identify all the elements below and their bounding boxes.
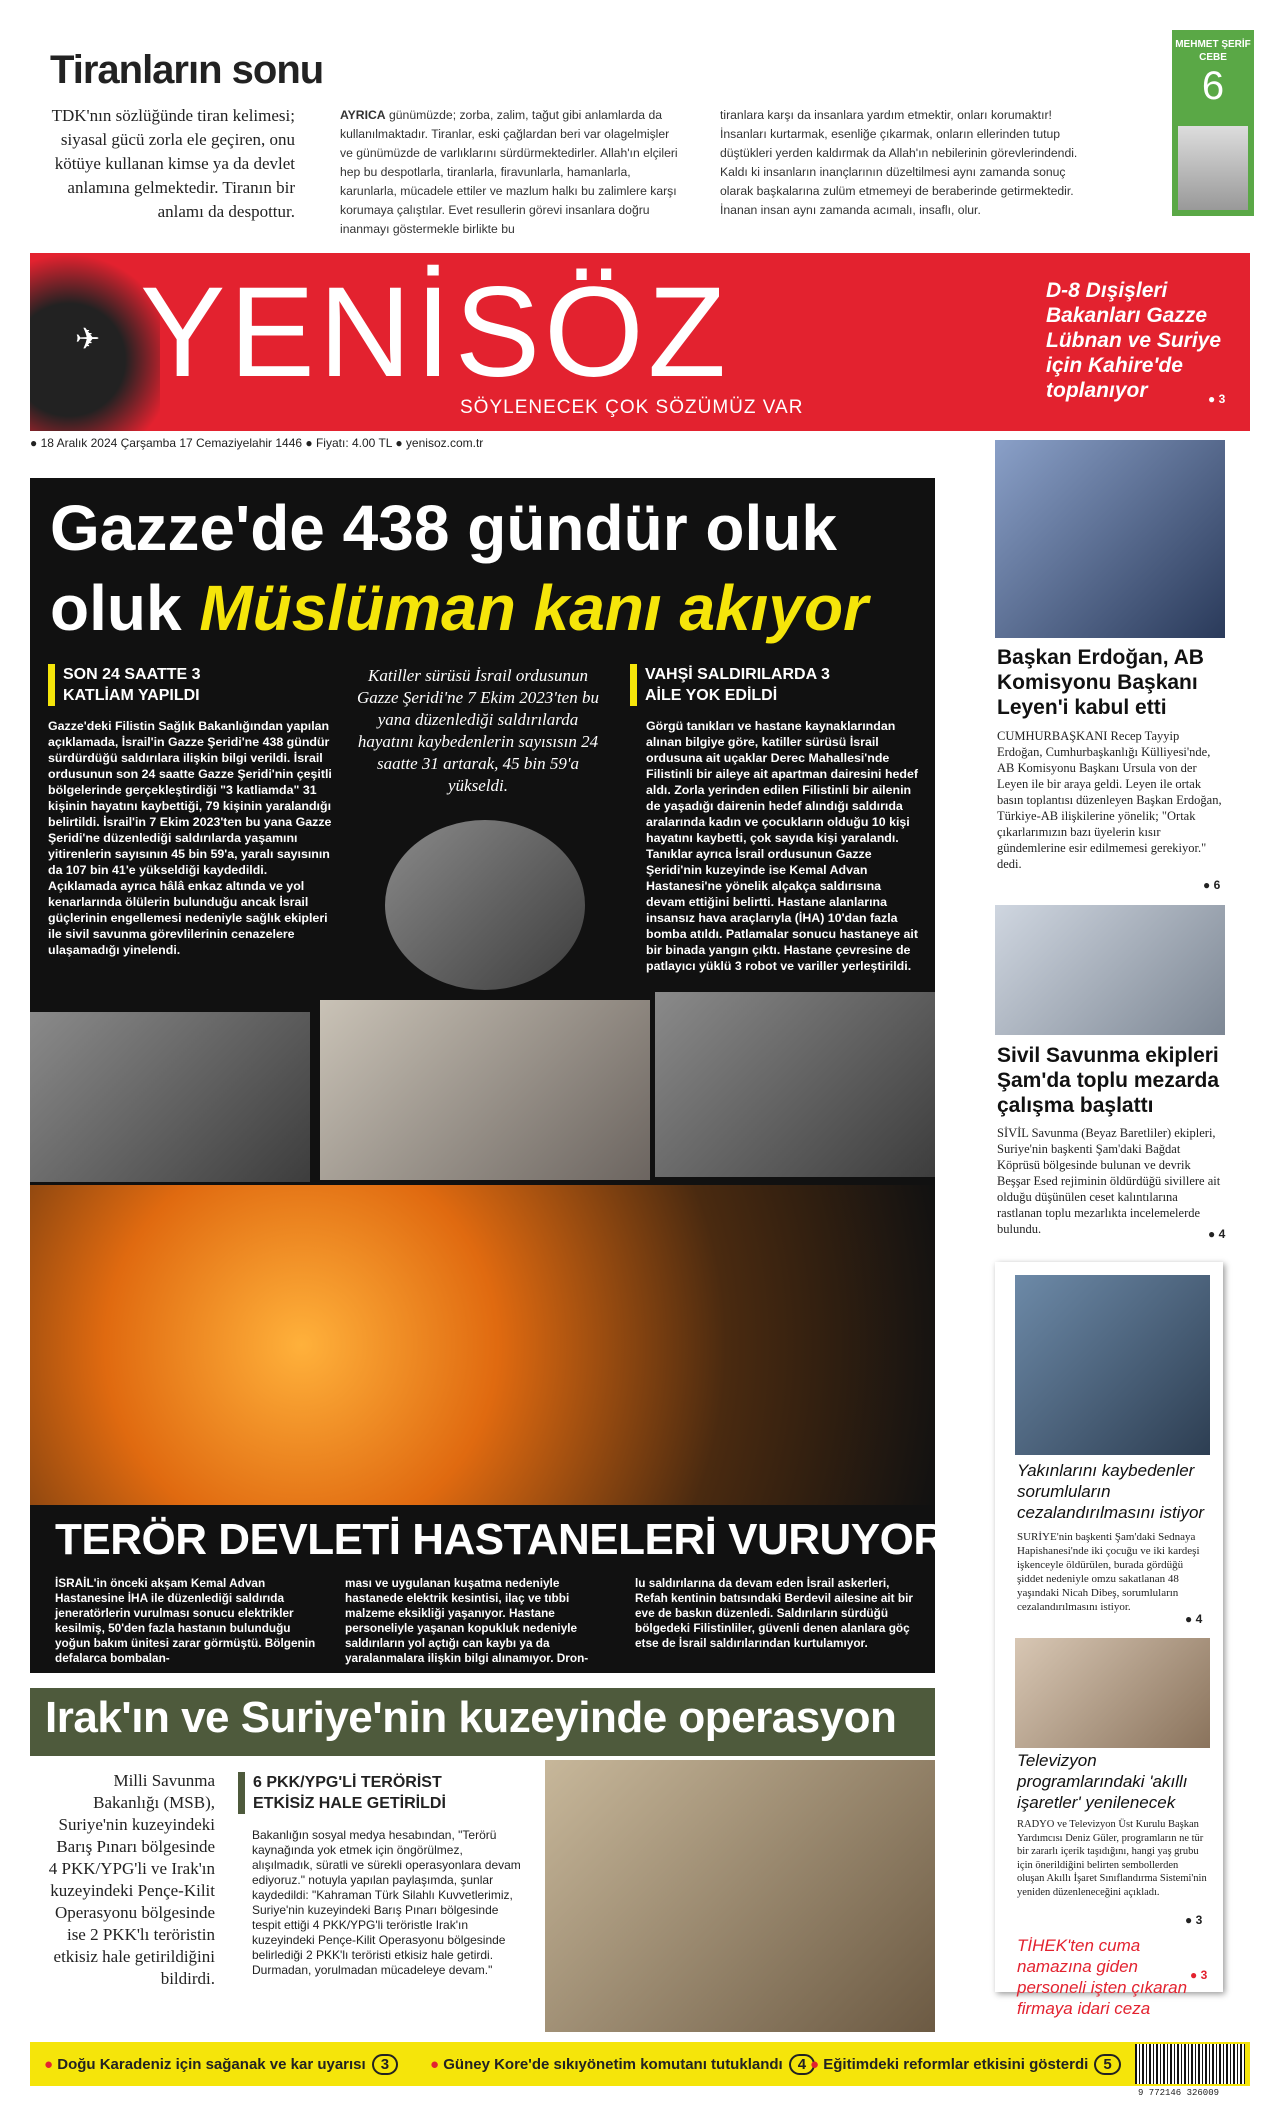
operation-subheading: 6 PKK/YPG'Lİ TERÖRİST ETKİSİZ HALE GETİRİLDİ [238,1772,483,1814]
ticker-bullet-icon: ● [430,2056,440,2073]
right-subheading: VAHŞİ SALDIRILARDA 3 AİLE YOK EDİLDİ [630,664,865,706]
dateline: ● 18 Aralık 2024 Çarşamba 17 Cemaziyelahir 1446 ● Fiyatı: 4.00 TL ● yenisoz.com.tr [30,436,484,450]
story3-page: ● 4 [1185,1612,1203,1626]
ticker-bullet-icon: ● [44,2056,54,2073]
ticker-item-2[interactable] [430,2054,815,2075]
erdogan-leyen-photo [995,440,1225,638]
tv-photo [1015,1638,1210,1748]
hospital-photo [320,1000,650,1180]
bottom-col-2: ması ve uygulanan kuşatma nedeniyle hastanede elektrik kesintisi, ilaç ve tıbbi malzeme eksikliği yaşanıyor. Hastane personeliyle yaşanan kopukluk nedeniyle saldırıların yol açtığı can kaybı ya da yaralanmalara ilişkin bilgi alınamıyor. Dron- [345,1576,589,1665]
right-story-text: Görgü tanıkları ve hastane kaynaklarından alınan bilgiye göre, katiller sürüsü İsrail ordusuna ait uçaklar Derec Mahallesi'nde Filistinli bir aileye ait apartman dairesini hedef aldı. Zorla yerinden edilen Filistinli bir ailenin de yaşadığı dairenin hedef alındığı saldırıda aralarında kadın ve çocukların olduğu 10 kişi hayatını kaybetti, çok sayıda kişi yaralandı. Tanıklar ayrıca İsrail ordusunun Gazze Şeridi'nin kuzeyinde ise Kemal Advan Hastanesi'ne yönelik alçakça saldırısına devam ettiğini belirtti. Hastane alanlarına insansız hava araçlarıyla (İHA) 10'dan fazla bomba atıldı. Patlamalar sonucu hastaneye ait bir binada yangın çıktı. Hastane çevresine de patlayıcı yüklü 3 robot ve variller yerleştirildi. [646,719,918,973]
rubble-photo [30,1012,310,1182]
bird-icon: ✈ [75,323,101,356]
story3-headline[interactable]: Yakınlarını kaybedenler sorumluların cezalandırılmasını istiyor [1017,1461,1205,1522]
main-headline-line2a: oluk [50,572,200,644]
story5-page: ● 3 [1190,1968,1208,1982]
newspaper-logo[interactable]: YENİSÖZ [140,261,730,404]
pull-quote: Katiller sürüsü İsrail ordusunun Gazze Şeridi'ne 7 Ekim 2023'ten bu yana düzenlediği saldırılarda hayatını kaybedenlerin sayısısın 24 saatte 31 artarak, 45 bin 59'a yükseldi. [357,666,599,795]
main-headline-line2 [50,568,868,648]
bottom-col-1: İSRAİL'in önceki akşam Kemal Advan Hastanesine İHA ile düzenlediği saldırıda jeneratörlerin vurulması sonucu elektrikler kesilmiş, 50'den fazla hastanın bulunduğu yoğun bakım ünitesi zarar görmüştü. Bölgenin defalarca bombalan- [55,1576,316,1665]
column-title: Tiranların sonu [50,48,324,92]
story2-text: SİVİL Savunma (Beyaz Baretliler) ekipleri, Suriye'nin başkenti Şam'daki Bağdat Köprüsü bölgesinde bulunan ve devrik Beşşar Esed rejiminin öldürdüğü sivillere ait olduğu düşünülen ceset kalıntılarına rastlanan toplu mezarlıkta incelemelerde bulundu. [997,1126,1221,1236]
story5-headline[interactable]: TİHEK'ten cuma namazına giden personeli işten çıkaran firmaya idari ceza [1017,1936,1188,2018]
operation-headline[interactable]: Irak'ın ve Suriye'nin kuzeyinde operasyon [45,1693,897,1742]
story1-text: CUMHURBAŞKANI Recep Tayyip Erdoğan, Cumhurbaşkanlığı Külliyesi'nde, AB Komisyonu Başkanı Ursula von der Leyen ile bir araya geldi. Leyen ile ortak basın toplantısı düzenleyen Başkan Erdoğan, Türkiye-AB ilişkilerine yönelik; "Ortak çıkarlarımızın bazı üyelerin kısır gündemlerine esir edilmemesi gerekiyor." dedi. [997,729,1222,871]
column-text-bold: AYRICA [340,108,386,122]
author-photo [1178,126,1248,210]
story1-page: ● 6 [1203,878,1221,892]
author-page: 6 [1201,64,1225,108]
left-subheading: SON 24 SAATTE 3 KATLİAM YAPILDI [48,664,263,706]
story1-headline[interactable]: Başkan Erdoğan, AB Komisyonu Başkanı Leyen'i kabul etti [997,646,1204,719]
ticker-page: 5 [1094,2054,1120,2075]
barcode-number: 9 772146 326009 [1138,2088,1220,2098]
mourning-woman-photo [1015,1275,1210,1455]
story2-page: ● 4 [1208,1227,1226,1241]
author-name: MEHMET ŞERİF CEBE [1175,39,1251,63]
news-ticker [30,2042,1250,2086]
column-text-middle [340,106,685,239]
soldier-photo [545,1760,935,2032]
mourners-photo [655,992,935,1177]
masthead-side-page: ● 3 [1208,392,1226,406]
column-text-right: tiranlara karşı da insanlara yardım etmektir, onları korumaktır! İnsanları kurtarmak, esenliğe çıkarmak, onların ellerinden tutup düştükleri yerden kaldırmak da Allah'ın nebilerinin görevlerindendi. Kaldı ki insanların inançlarının düzeltilmesi aynı zamanda sonuç olarak başkalarına zulüm etmemeyi de beraberinde getirmektedir. İnanan insan aynı zamanda acımalı, insaflı, olur. [720,108,1078,217]
bottom-headline[interactable]: TERÖR DEVLETİ HASTANELERİ VURUYOR [55,1515,945,1564]
operation-text: Bakanlığın sosyal medya hesabından, "Terörü kaynağında yok etmek için öngörülmez, alışılmadık, süratli ve sürekli operasyonlara devam ediyoruz." notuyla yapılan paylaşımda, şunlar kaydedildi: "Kahraman Türk Silahlı Kuvvetlerimiz, Suriye'nin kuzeyindeki Barış Pınarı bölgesinde tespit ettiği 4 PKK/YPG'li teröristle Irak'ın kuzeyindeki Pençe-Kilit Operasyonu bölgesinde belirlediği 2 PKK'lı teröristi etkisiz hale getirdi. Durmadan, yorulmadan mücadeleye devam." [252,1828,521,1977]
main-headline-highlight: Müslüman kanı akıyor [199,572,868,644]
ticker-text: Güney Kore'de sıkıyönetim komutanı tutuklandı [443,2056,783,2073]
story4-page: ● 3 [1185,1913,1203,1927]
masthead-side-headline[interactable]: D-8 Dışişleri Bakanları Gazze Lübnan ve Suriye için Kahire'de toplanıyor [1046,279,1222,402]
story2-headline[interactable]: Sivil Savunma ekipleri Şam'da toplu mezarda çalışma başlattı [997,1044,1220,1117]
author-box [1172,30,1254,216]
ticker-item-1[interactable] [44,2054,398,2075]
ticker-page: 4 [789,2054,815,2075]
ticker-bullet-icon: ● [810,2056,820,2073]
main-headline-line1: Gazze'de 438 gündür oluk [50,492,837,564]
bottom-col-3: lu saldırılarına da devam eden İsrail askerleri, Refah kentinin batısındaki Berdevil ailesine ait bir eve de baskın düzenledi. Saldırıların sürdüğü bölgedeki Filistinliler, güvenli denen alanlara göç etse de İsrail saldırılarından kurtulamıyor. [635,1576,913,1650]
quote-photo-oval [385,820,585,990]
ticker-item-3[interactable] [810,2054,1121,2075]
main-headline[interactable] [50,488,868,648]
left-story-text: Gazze'deki Filistin Sağlık Bakanlığından yapılan açıklamada, İsrail'in Gazze Şeridi'ne 438 gündür sürdürdüğü saldırılara ilişkin bilgi verildi. İsrail ordusunun son 24 saatte Gazze Şeridi'nin çeşitli bölgelerinde gerçekleştirdiği "3 katliamda" 31 kişinin hayatını kaybettiği, 79 kişinin yaralandığı belirtildi. İsrail'in 7 Ekim 2023'ten bu yana Gazze Şeridi'ne düzenlediği saldırılarda yaşamını yitirenlerin sayısının 45 bin 59'a, yaralı sayısının da 107 bin 41'e yükseldiği kaydedildi. Açıklamada ayrıca hâlâ enkaz altında ve yol kenarlarında ölülerin bulunduğu ancak İsrail güçlerinin engellemesi nedeniyle sağlık ekipleri ile sivil savunma görevlilerinin cenazelere ulaşamadığı yinelendi. [48,719,332,957]
slogan: SÖYLENECEK ÇOK SÖZÜMÜZ VAR [460,397,804,418]
ticker-text: Doğu Karadeniz için sağanak ve kar uyarısı [57,2056,366,2073]
ticker-text: Eğitimdeki reformlar etkisini gösterdi [823,2056,1089,2073]
column-lead: TDK'nın sözlüğünde tiran kelimesi; siyasal gücü zorla ele geçiren, onu kötüye kullanan kimse ya da devlet anlamına gelmektedir. Tiranın bir anlamı da despottur. [51,106,295,221]
operation-lead: Milli Savunma Bakanlığı (MSB), Suriye'nin kuzeyindeki Barış Pınarı bölgesinde 4 PKK/YPG'li ve Irak'ın kuzeyindeki Pençe-Kilit Operasyonu bölgesinde ise 2 PKK'lı teröristin etkisiz hale getirildiğini bildirdi. [48,1771,215,1988]
fire-photo [30,1185,935,1505]
story4-headline[interactable]: Televizyon programlarındaki 'akıllı işaretler' yenilenecek [1017,1751,1188,1812]
column-text-middle-body: günümüzde; zorba, zalim, tağut gibi anlamlarda da kullanılmaktadır. Tiranlar, eski çağlardan beri var olagelmişler ve günümüzde de varlıklarını sürdürmektedirler. Allah'ın elçileri hep bu despotlarla, tiranlarla, firavunlarla, hamanlarla, karunlarla, mücadele ettiler ve mazlum halkı bu zalimlere karşı korumaya çalıştılar. Evet resullerin görevi insanlara doğru inanmayı göstermekle birlikte bu [340,108,678,236]
ticker-page: 3 [372,2054,398,2075]
barcode [1135,2044,1245,2084]
mass-grave-photo [995,905,1225,1035]
story4-text: RADYO ve Televizyon Üst Kurulu Başkan Yardımcısı Deniz Güler, programların ne tür bir zararlı içerik taşıdığını, hangi yaş grubu için önerildiğini belirten sembollerden oluşan Akıllı İşaret Sınıflandırma Sistemi'nin yeniden düzenleneceğini açıkladı. [1017,1819,1207,1898]
story3-text: SURİYE'nin başkenti Şam'daki Sednaya Hapishanesi'nde iki çocuğu ve iki kardeşi işkenceyle öldürülen, burada gördüğü şiddet nedeniyle omzu sakatlanan 48 yaşındaki Nicah Dibeş, sorumluların cezalandırılmasını istiyor. [1017,1531,1200,1613]
